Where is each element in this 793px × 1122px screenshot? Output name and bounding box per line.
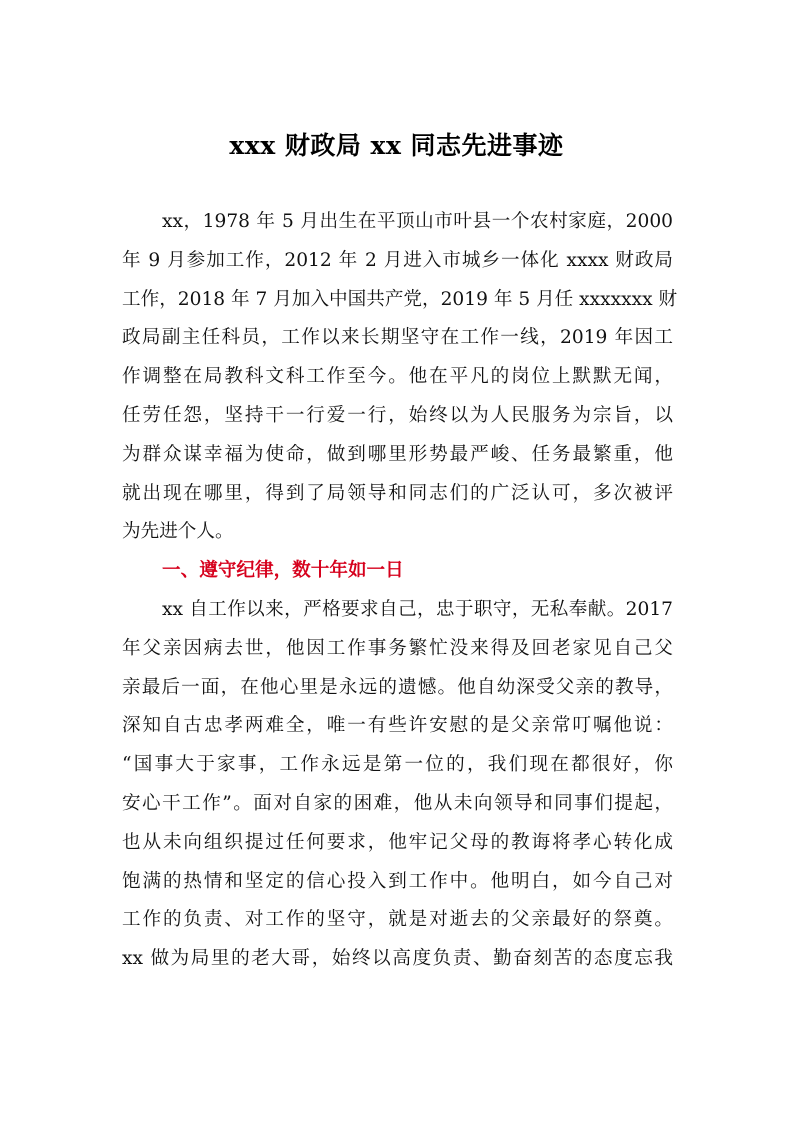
paragraph-line: xx，1978 年 5 月出生在平顶山市叶县一个农村家庭，2000 bbox=[162, 211, 673, 232]
paragraph-line: 就出现在哪里，得到了局领导和同志们的广泛认可，多次被评 bbox=[122, 482, 673, 504]
paragraph-line: 安心干工作”。面对自家的困难，他从未向领导和同事们提起， bbox=[122, 792, 673, 814]
section-heading: 一、遵守纪律，数十年如一日 bbox=[162, 560, 404, 582]
paragraph-line: 政局副主任科员，工作以来长期坚守在工作一线，2019 年因工 bbox=[122, 327, 673, 349]
paragraph-line: 深知自古忠孝两难全，唯一有些许安慰的是父亲常叮嘱他说： bbox=[122, 715, 673, 737]
document-body bbox=[122, 203, 678, 979]
paragraph-line: 年 9 月参加工作，2012 年 2 月进入市城乡一体化 xxxx 财政局 bbox=[122, 249, 673, 271]
paragraph-line: “国事大于家事，工作永远是第一位的，我们现在都很好，你 bbox=[122, 754, 673, 776]
paragraph-line: 为群众谋幸福为使命，做到哪里形势最严峻、任务最繁重，他 bbox=[122, 443, 673, 465]
paragraph-line: xx 自工作以来，严格要求自己，忠于职守，无私奉献。2017 bbox=[162, 598, 673, 620]
paragraph-line: 任劳任怨，坚持干一行爱一行，始终以为人民服务为宗旨，以 bbox=[122, 404, 673, 426]
document-title: xxx 财政局 xx 同志先进事迹 bbox=[229, 131, 564, 160]
paragraph-intro bbox=[122, 203, 678, 552]
paragraph-line: 作调整在局教科文科工作至今。他在平凡的岗位上默默无闻， bbox=[122, 366, 673, 388]
paragraph-line: 为先进个人。 bbox=[122, 521, 234, 543]
paragraph-line: 亲最后一面，在他心里是永远的遗憾。他自幼深受父亲的教导， bbox=[122, 676, 673, 698]
paragraph-line: 饱满的热情和坚定的信心投入到工作中。他明白，如今自己对 bbox=[122, 870, 673, 892]
paragraph-line: 也从未向组织提过任何要求，他牢记父母的教诲将孝心转化成 bbox=[122, 831, 673, 853]
paragraph-line: xx 做为局里的老大哥，始终以高度负责、勤奋刻苦的态度忘我 bbox=[122, 948, 673, 970]
paragraph-line: 年父亲因病去世，他因工作事务繁忙没来得及回老家见自己父 bbox=[122, 637, 673, 659]
paragraph-section1 bbox=[122, 591, 673, 979]
paragraph-line: 工作的负责、对工作的坚守，就是对逝去的父亲最好的祭奠。 bbox=[122, 909, 673, 931]
paragraph-line: 工作，2018 年 7 月加入中国共产党，2019 年 5 月任 xxxxxxx 财 bbox=[122, 288, 678, 310]
